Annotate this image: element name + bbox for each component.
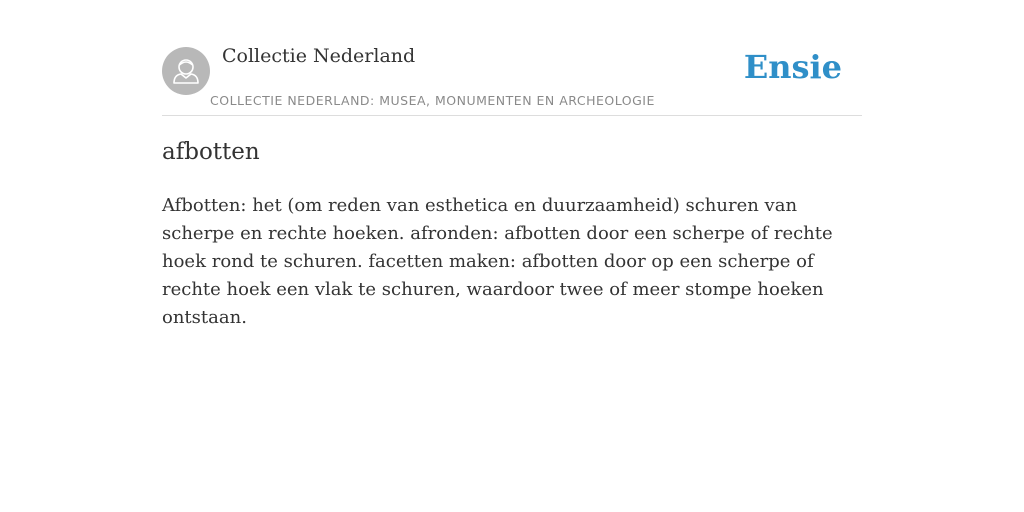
brand-logo-link[interactable]: Ensie xyxy=(743,48,842,86)
avatar[interactable] xyxy=(162,47,210,95)
entry-header xyxy=(162,0,862,116)
entry-card xyxy=(162,0,862,328)
source-label: COLLECTIE NEDERLAND: MUSEA, MONUMENTEN EN ARCHEOLOGIE xyxy=(210,93,655,108)
author-name-link[interactable]: Collectie Nederland xyxy=(222,45,416,67)
entry-term: afbotten xyxy=(162,139,260,165)
entry-definition: Afbotten: het (om reden van esthetica en duurzaamheid) schuren van scherpe en rechte hoeken. afronden: afbotten door een scherpe of rechte hoek rond te schuren. facetten maken: afbotten door op een scherpe of rechte hoek een vlak te schuren, waardoor twee of meer stompe hoeken ontstaan. xyxy=(162,195,833,328)
user-icon xyxy=(162,47,210,95)
